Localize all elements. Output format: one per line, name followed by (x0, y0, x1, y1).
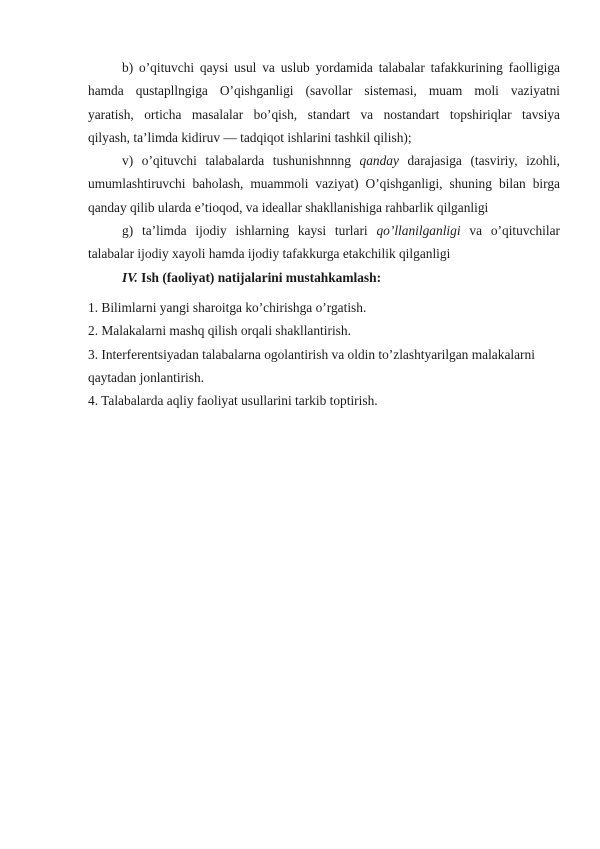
section-heading (88, 266, 560, 289)
paragraph-b-line-3: yaratish, orticha masalalar bo’qish, standart va nostandart topshiriqlar tavsiya (88, 106, 560, 122)
document-body (88, 56, 560, 289)
paragraph-v-line-1-end: darajasiga (tasviriy, izohli, (398, 153, 560, 169)
paragraph-v-line-2: umumlashtiruvchi baholash, muammoli vaziyat) O’qishganligi, shuning bilan birga (88, 176, 560, 192)
paragraph-b-line-1: b) o’qituvchi qaysi usul va uslub yordamida talabalar tafakkurining faolligiga (122, 60, 560, 75)
numbered-list-body (88, 296, 568, 412)
list-item-continuation: qaytadan jonlantirish. (88, 369, 205, 385)
section-heading-numeral: IV. (122, 269, 138, 285)
paragraph-v-line-1-start: v) o’qituvchi talabalarda tushunishnnng (122, 153, 360, 169)
section-heading-text: Ish (faoliyat) natijalarini mustahkamlash: (137, 269, 382, 285)
list-item: 3. Interferentsiyadan talabalarna ogolantirish va oldin to’zlashtyarilgan malakalarni (88, 346, 535, 362)
list-item: 1. Bilimlarni yangi sharoitga ko’chirishga o’rgatish. (88, 300, 367, 315)
paragraph-b (88, 56, 560, 149)
paragraph-v-line-3: qanday qilib ularda e’tioqod, va ideallar shakllanishiga rahbarlik qilganligi (88, 199, 489, 215)
list-item: 2. Malakalarni mashq qilish orqali shakllantirish. (88, 323, 351, 339)
paragraph-g-line-2: talabalar ijodiy xayoli hamda ijodiy tafakkurga etakchilik qilganligi (88, 246, 451, 262)
paragraph-v (88, 149, 560, 219)
paragraph-g-line-1 (88, 219, 560, 242)
paragraph-v-line-1 (88, 149, 560, 172)
paragraph-g-italic-word: qo’llanilganligi (376, 223, 461, 239)
paragraph-b-line-2: hamda qustapllngiga O’qishganligi (savollar sistemasi, muam moli vaziyatni (88, 83, 560, 99)
paragraph-v-italic-word: qanday (359, 153, 399, 169)
list-item: 4. Talabalarda aqliy faoliyat usullarini tarkib toptirish. (88, 393, 378, 409)
paragraph-g-line-1-start: g) ta’limda ijodiy ishlarning kaysi turlari (122, 223, 377, 239)
paragraph-g-line-1-end: va o’qituvchilar (460, 223, 560, 239)
paragraph-g (88, 219, 560, 266)
paragraph-b-line-4: qilyash, ta’limda kidiruv — tadqiqot ishlarini tashkil qilish); (88, 129, 412, 145)
